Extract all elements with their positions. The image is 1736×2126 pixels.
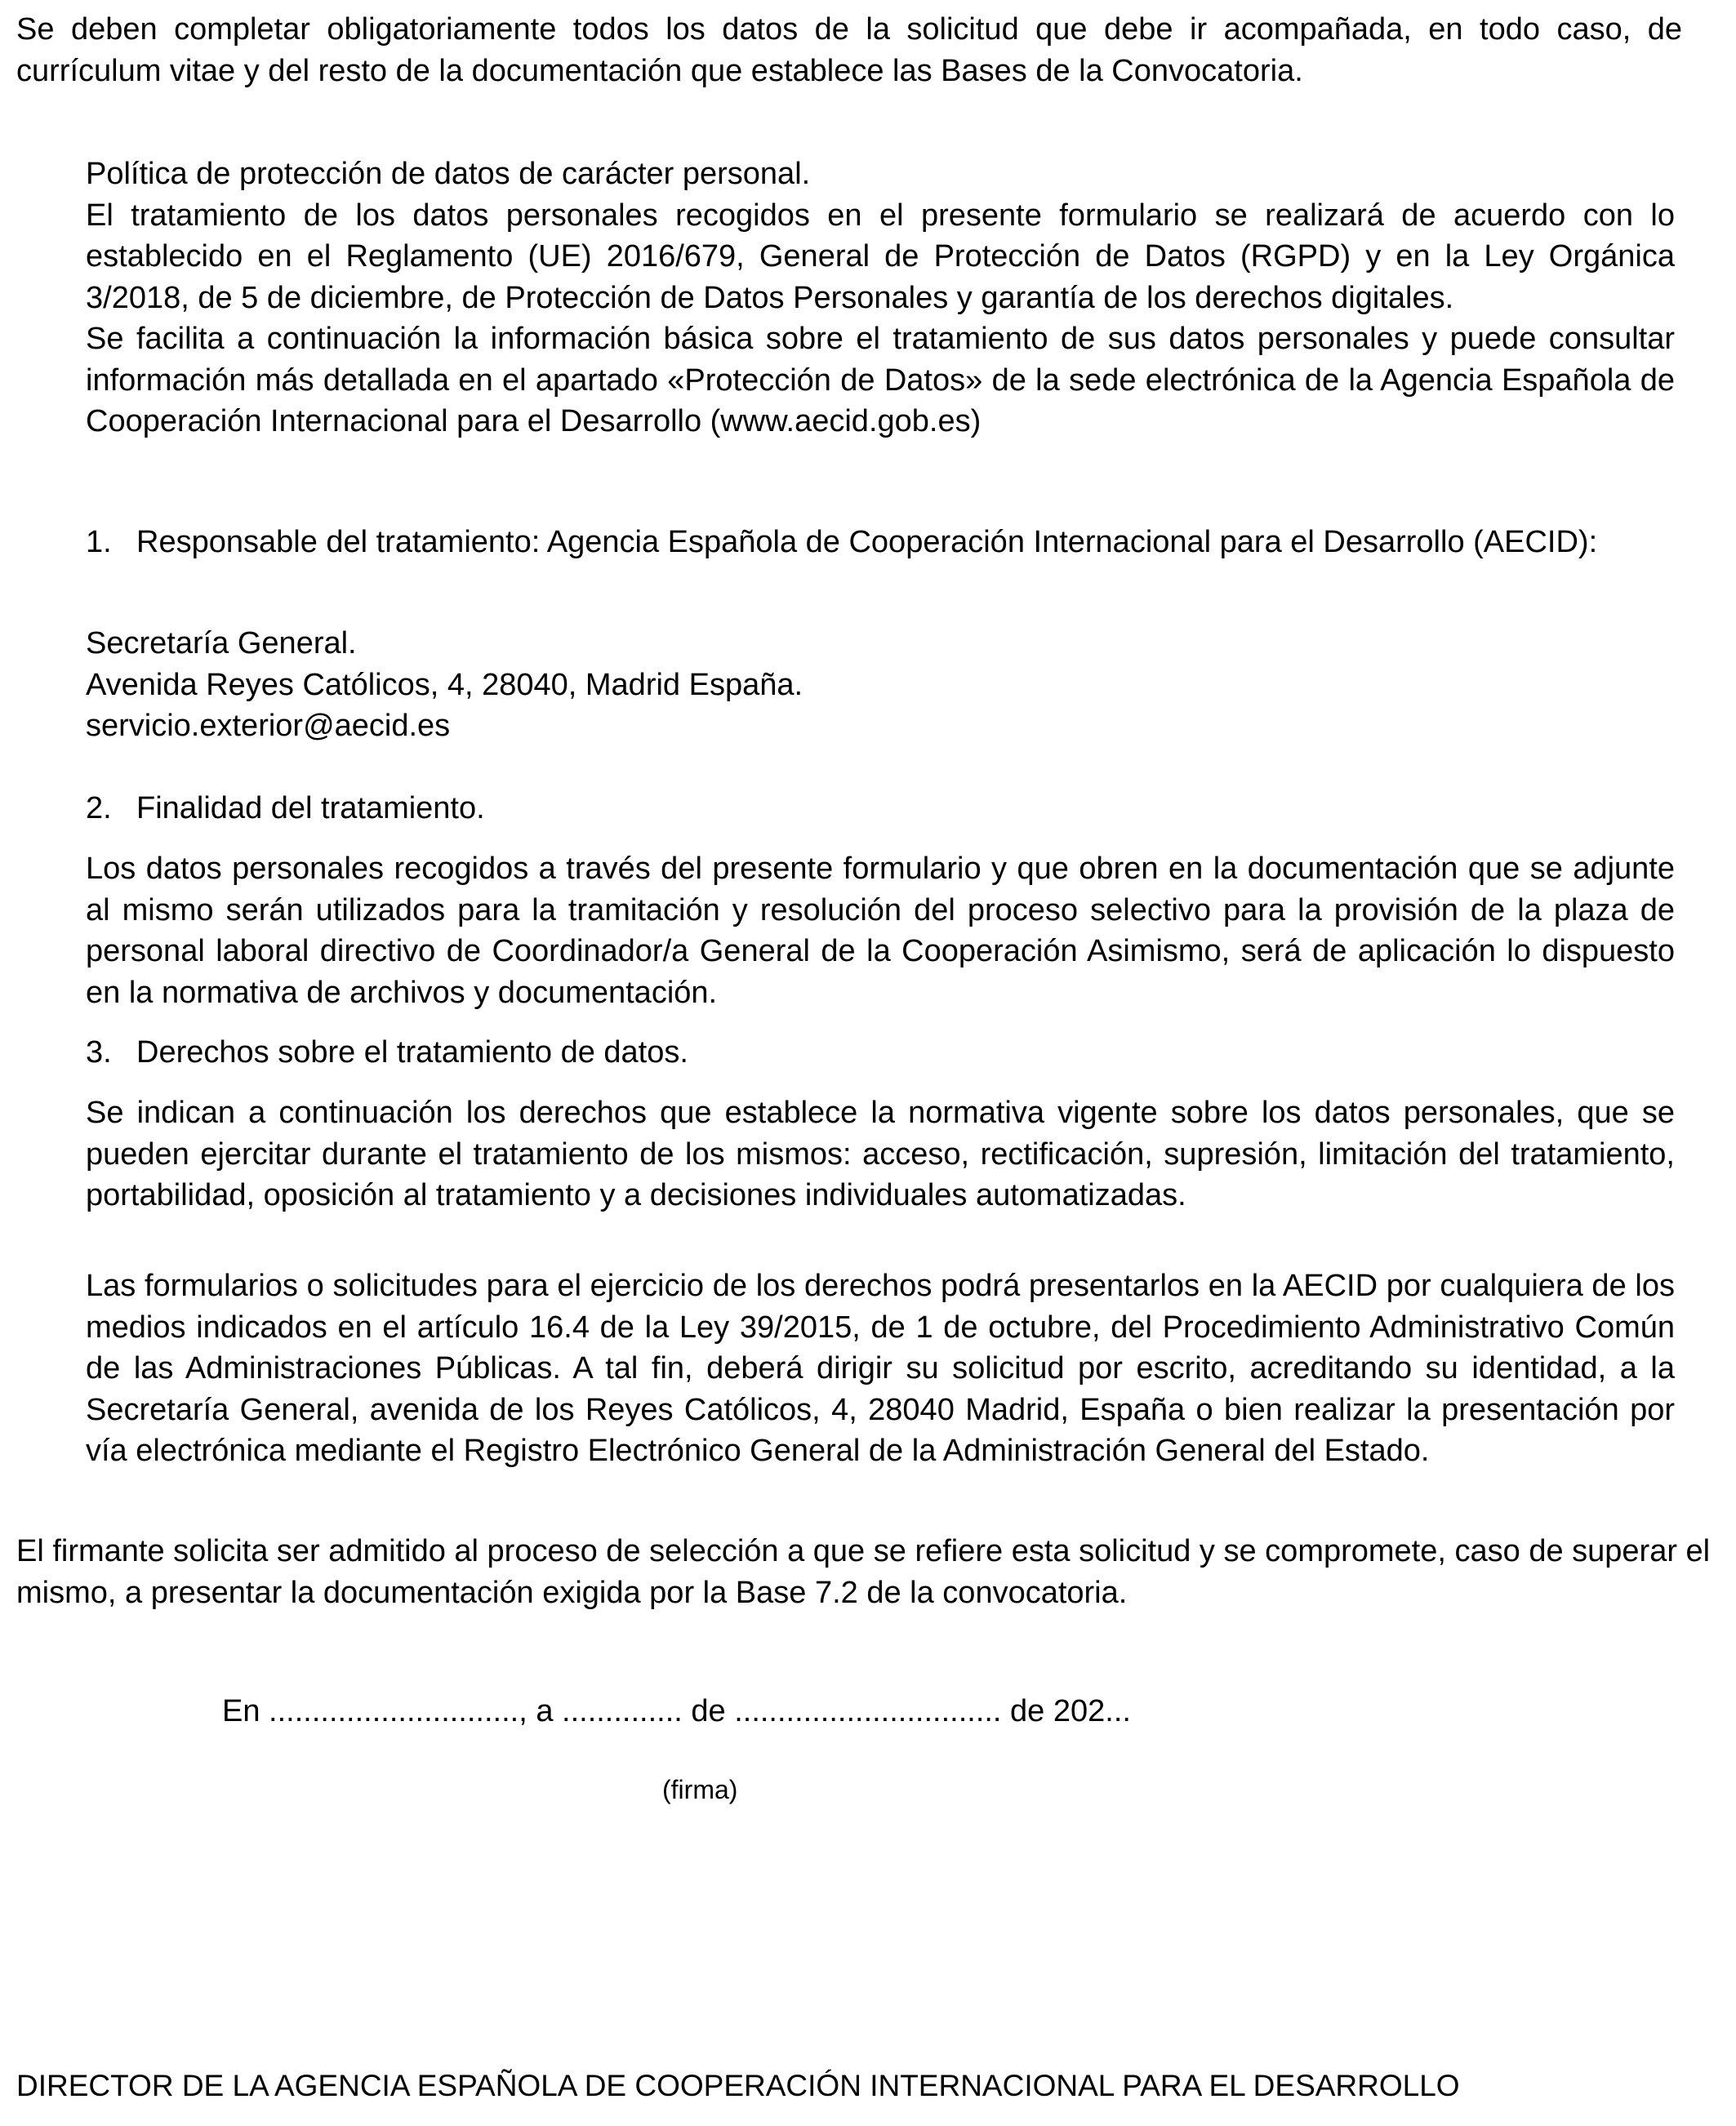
address-line-1: Secretaría General. (86, 626, 357, 660)
section-3-body-2: Las formularios o solicitudes para el ejercicio de los derechos podrá presentarlos en la AECID por cualquiera de los medios indicados en el artículo 16.4 de la Ley 39/2015, de 1 de octubre, del Procedimiento Administrativo Común de las Administraciones Públicas. A tal fin, deberá dirigir su solicitud por escrito, acreditando su identidad, a la Secretaría General, avenida de los Reyes Católicos, 4, 28040 Madrid, España o bien realizar la presentación por vía electrónica mediante el Registro Electrónico General de la Administración General del Estado. (86, 1269, 1675, 1468)
section-2-number: 2. (86, 791, 112, 825)
intro-paragraph: Se deben completar obligatoriamente todos los datos de la solicitud que debe ir acompañada, en todo caso, de currículum vitae y del resto de la documentación que establece las Bases de la Convocatoria. (16, 12, 1682, 88)
address-line-3: servicio.exterior@aecid.es (86, 709, 451, 743)
section-1-title: Responsable del tratamiento: Agencia Española de Cooperación Internacional para el Desarrollo (AECID): (136, 525, 1598, 559)
section-3-number: 3. (86, 1035, 112, 1070)
section-3-body-1: Se indican a continuación los derechos que establece la normativa vigente sobre los datos personales, que se pueden ejercitar durante el tratamiento de los mismos: acceso, rectificación, supresión, limitación del tratamiento, portabilidad, oposición al tratamiento y a decisiones individuales automatizadas. (86, 1096, 1675, 1212)
section-3-title: Derechos sobre el tratamiento de datos. (136, 1035, 688, 1070)
data-protection-policy (86, 153, 1675, 443)
policy-paragraph-1: El tratamiento de los datos personales recogidos en el presente formulario se realizará de acuerdo con lo establecido en el Reglamento (UE) 2016/679, General de Protección de Datos (RGPD) y en la Ley Orgánica 3/2018, de 5 de diciembre, de Protección de Datos Personales y garantía de los derechos digitales. (86, 198, 1675, 315)
section-1-address (86, 623, 1675, 747)
policy-heading: Política de protección de datos de carácter personal. (86, 157, 811, 191)
section-2-heading (86, 788, 1675, 829)
address-line-2: Avenida Reyes Católicos, 4, 28040, Madrid España. (86, 667, 803, 702)
section-2-title: Finalidad del tratamiento. (136, 791, 485, 825)
policy-paragraph-2: Se facilita a continuación la información básica sobre el tratamiento de sus datos personales y puede consultar información más detallada en el apartado «Protección de Datos» de la sede electrónica de la Agencia Española de Cooperación Internacional para el Desarrollo (www.aecid.gob.es) (86, 322, 1675, 438)
addressee-footer: DIRECTOR DE LA AGENCIA ESPAÑOLA DE COOPERACIÓN INTERNACIONAL PARA EL DESARROLLO (16, 2069, 1460, 2102)
section-3-heading (86, 1032, 1675, 1074)
section-1-heading (86, 522, 1675, 563)
declaration-paragraph: El firmante solicita ser admitido al proceso de selección a que se refiere esta solicitud y se compromete, caso de superar el mismo, a presentar la documentación exigida por la Base 7.2 de la convocatoria. (16, 1534, 1711, 1610)
place-date-line: En ............................., a .............. de ............................... de 202... (222, 1694, 1131, 1728)
section-1-number: 1. (86, 525, 112, 559)
section-2-body: Los datos personales recogidos a través del presente formulario y que obren en la documentación que se adjunte al mismo serán utilizados para la tramitación y resolución del proceso selectivo para la provisión de la plaza de personal laboral directivo de Coordinador/a General de la Cooperación Asimismo, será de aplicación lo dispuesto en la normativa de archivos y documentación. (86, 852, 1675, 1010)
signature-label: (firma) (662, 1775, 738, 1804)
